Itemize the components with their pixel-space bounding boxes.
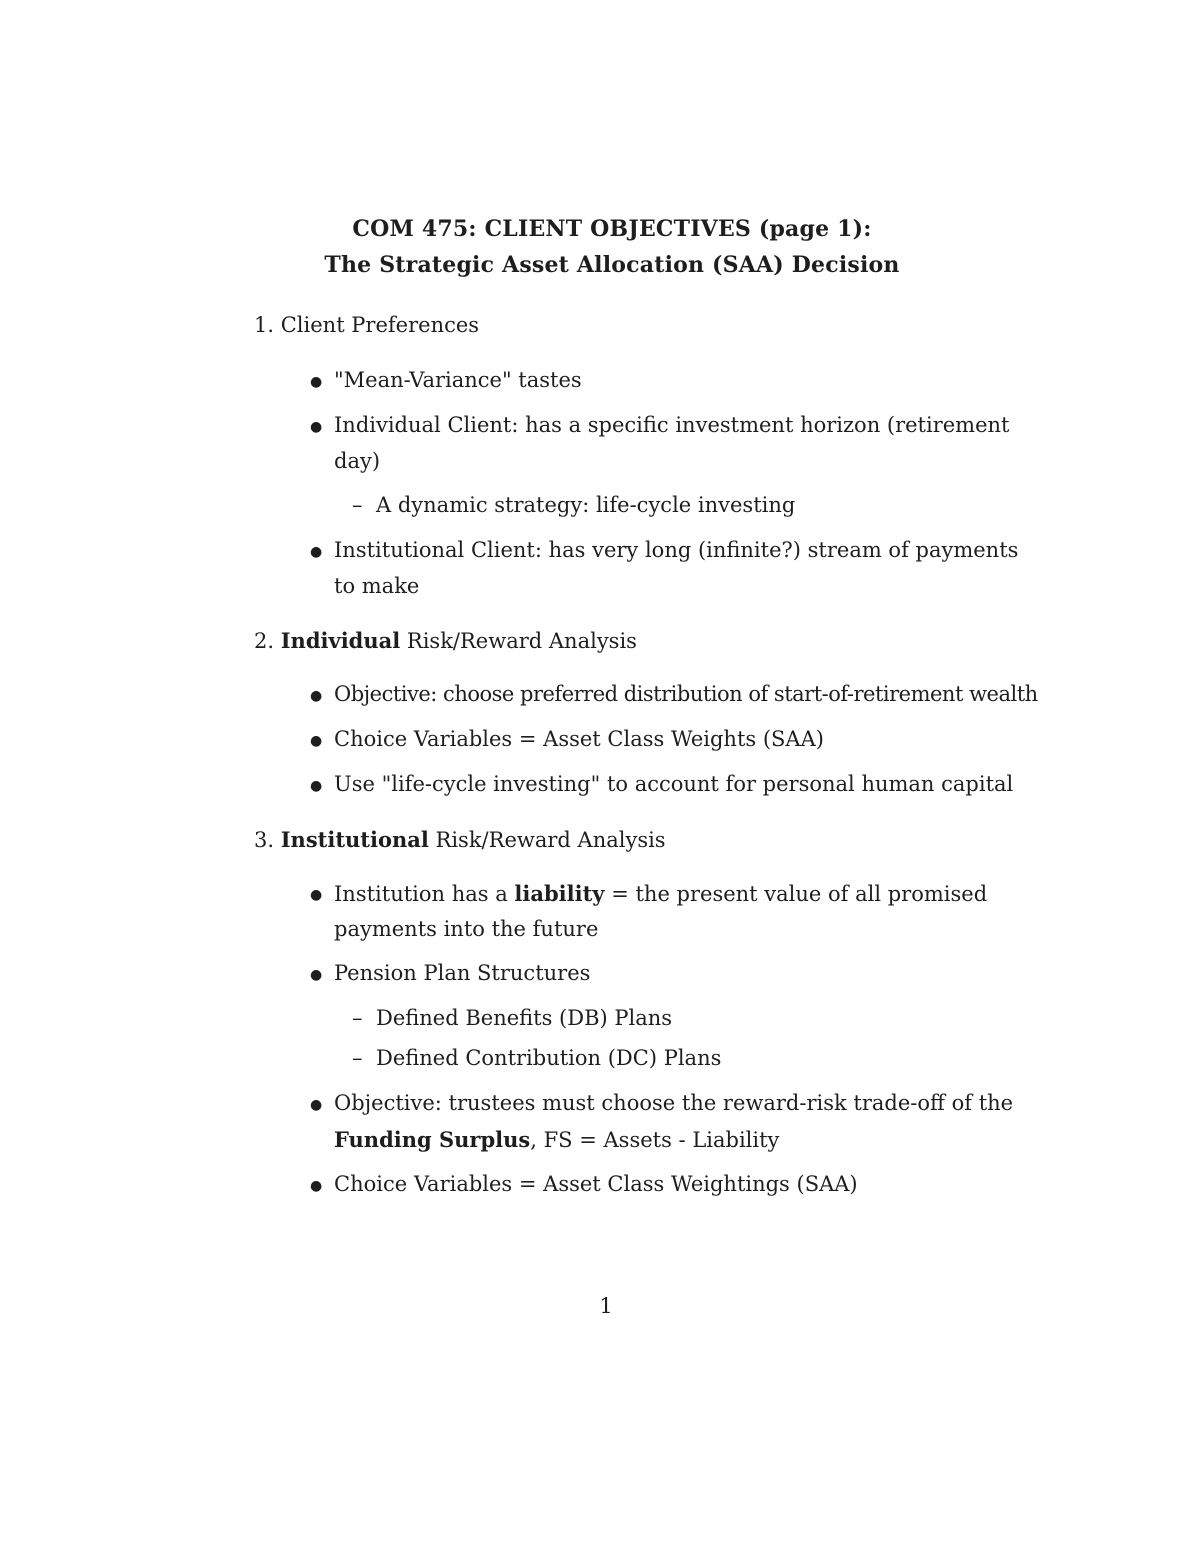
section-3-heading	[254, 827, 666, 852]
section-number: 1.	[254, 313, 275, 337]
bullet-icon: ●	[310, 544, 323, 560]
section-heading-bold: Institutional	[280, 827, 429, 852]
page-subtitle: The Strategic Asset Allocation (SAA) Decision	[324, 252, 900, 278]
sub-list-item: A dynamic strategy: life-cycle investing	[376, 493, 796, 517]
list-item: Objective: choose preferred distribution of start-of-retirement wealth	[334, 682, 1038, 706]
bullet-icon: ●	[310, 887, 323, 903]
list-item: Choice Variables = Asset Class Weights (SAA)	[334, 727, 824, 751]
bold-term: liability	[514, 881, 605, 906]
sub-list-item: Defined Contribution (DC) Plans	[376, 1046, 722, 1070]
list-item: "Mean-Variance" tastes	[334, 368, 582, 392]
dash-icon: –	[352, 493, 363, 517]
section-2-heading	[254, 628, 637, 653]
sub-list-item: Defined Benefits (DB) Plans	[376, 1006, 673, 1030]
list-item: Use "life-cycle investing" to account for personal human capital	[334, 772, 1014, 796]
section-heading: Client Preferences	[280, 313, 480, 337]
dash-icon: –	[352, 1046, 363, 1070]
list-item-line: Institutional Client: has very long (infinite?) stream of payments	[334, 538, 1019, 562]
text-segment: Institution has a	[334, 882, 508, 906]
text-segment: = the present value of all promised	[611, 882, 988, 906]
text-segment: , FS = Assets - Liability	[530, 1128, 780, 1152]
bullet-icon: ●	[310, 733, 323, 749]
section-heading: Risk/Reward Analysis	[435, 828, 666, 852]
list-item: Choice Variables = Asset Class Weightings (SAA)	[334, 1172, 858, 1196]
bold-term: Funding Surplus	[334, 1127, 531, 1152]
list-item-line: Objective: trustees must choose the reward-risk trade-off of the	[334, 1091, 1014, 1115]
bullet-icon: ●	[310, 688, 323, 704]
dash-icon: –	[352, 1006, 363, 1030]
bullet-icon: ●	[310, 1178, 323, 1194]
section-heading-bold: Individual	[280, 628, 401, 653]
page-title: COM 475: CLIENT OBJECTIVES (page 1):	[352, 216, 872, 242]
bullet-icon: ●	[310, 967, 323, 983]
list-item-line: to make	[334, 574, 420, 598]
bullet-icon: ●	[310, 778, 323, 794]
section-heading: Risk/Reward Analysis	[406, 629, 637, 653]
bullet-icon: ●	[310, 1097, 323, 1113]
list-item-line	[334, 881, 987, 906]
bullet-icon: ●	[310, 419, 323, 435]
page-number: 1	[599, 1294, 613, 1318]
section-1-heading	[254, 313, 479, 337]
list-item-line: Individual Client: has a specific investment horizon (retirement	[334, 413, 1010, 437]
list-item: Pension Plan Structures	[334, 961, 591, 985]
list-item-line	[334, 1127, 779, 1152]
section-number: 3.	[254, 828, 275, 852]
bullet-icon: ●	[310, 374, 323, 390]
list-item-line: day)	[334, 449, 381, 473]
section-number: 2.	[254, 629, 275, 653]
list-item-line: payments into the future	[334, 917, 599, 941]
